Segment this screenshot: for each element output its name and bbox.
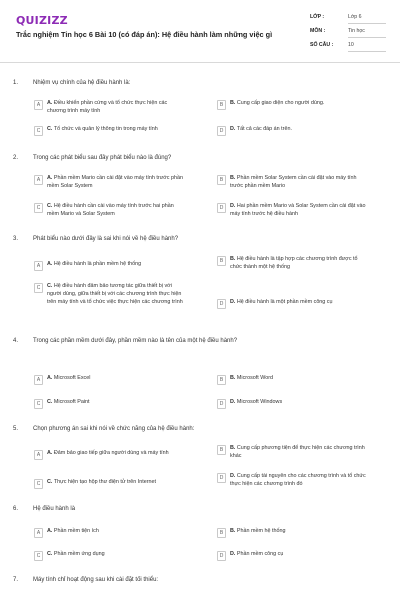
option-key: A. — [47, 375, 53, 381]
option-letter: B — [217, 375, 226, 385]
option-body: Microsoft Windows — [236, 399, 283, 405]
option-body: Hệ điều hành là phần mềm hệ thống — [53, 261, 142, 267]
option-key: C. — [47, 479, 53, 485]
option-text — [47, 100, 183, 116]
option-letter: A — [34, 261, 43, 271]
option-body: Hệ điều hành cần cài vào máy tính trước hai phần mềm Mario và Solar System — [47, 203, 174, 217]
option-body: Phần mềm công cụ — [236, 551, 284, 557]
option-text — [47, 283, 183, 306]
option-a[interactable] — [34, 175, 183, 191]
option-text — [230, 528, 366, 536]
count-value: 10 — [348, 39, 386, 52]
option-text — [47, 175, 183, 191]
question-header — [13, 80, 373, 86]
option-body: Tổ chức và quản lý thông tin trong máy tính — [53, 126, 158, 132]
question-text: Nhiệm vụ chính của hệ điều hành là: — [33, 80, 131, 86]
question-number: 5. — [13, 426, 19, 432]
class-value: Lớp 6 — [348, 11, 386, 24]
question-header — [13, 506, 373, 512]
question-header — [13, 236, 373, 242]
option-key: C. — [47, 203, 53, 209]
option-letter: C — [34, 479, 43, 489]
option-body: Phần mềm tiện ích — [53, 528, 99, 534]
option-text — [230, 473, 366, 489]
option-text — [47, 375, 183, 383]
question-text: Chọn phương án sai khi nói về chức năng của hệ điều hành: — [33, 426, 195, 432]
question-number: 1. — [13, 80, 19, 86]
question-header — [13, 338, 373, 344]
option-b[interactable] — [217, 100, 366, 110]
option-text — [230, 299, 366, 307]
option-c[interactable] — [34, 203, 183, 219]
option-letter: D — [217, 126, 226, 136]
option-body: Cung cấp tài nguyên cho các chương trình và tổ chức thực hiện các chương trình đó — [230, 473, 366, 487]
option-letter: A — [34, 375, 43, 385]
question-text: Máy tính chỉ hoạt động sau khi cài đặt tối thiểu: — [33, 577, 159, 583]
option-body: Cung cấp giao diện cho người dùng. — [236, 100, 325, 106]
option-letter: C — [34, 126, 43, 136]
option-c[interactable] — [34, 551, 183, 561]
option-b[interactable] — [217, 175, 366, 191]
option-letter: C — [34, 283, 43, 293]
option-key: C. — [47, 283, 53, 289]
option-letter: B — [217, 100, 226, 110]
meta-subject-row — [310, 25, 386, 39]
option-c[interactable] — [34, 283, 183, 306]
subject-value: Tin học — [348, 25, 386, 38]
option-text — [47, 203, 183, 219]
option-d[interactable] — [217, 399, 366, 409]
worksheet-title: Trắc nghiệm Tin học 6 Bài 10 (có đáp án): Hệ điều hành làm những việc gì — [16, 30, 273, 39]
question-number: 2. — [13, 155, 19, 161]
option-b[interactable] — [217, 256, 366, 272]
question-text: Hệ điều hành là — [33, 506, 76, 512]
question-number: 7. — [13, 577, 19, 583]
option-b[interactable] — [217, 445, 366, 461]
option-key: A. — [47, 175, 53, 181]
option-letter: C — [34, 399, 43, 409]
question-text: Phát biểu nào dưới đây là sai khi nói về hệ điều hành? — [33, 236, 179, 242]
option-body: Phần mềm hệ thống — [236, 528, 286, 534]
option-key: C. — [47, 399, 53, 405]
option-body: Cung cấp phương tiện để thực hiện các chương trình khác — [230, 445, 365, 459]
option-key: A. — [47, 261, 53, 267]
option-letter: D — [217, 399, 226, 409]
option-letter: B — [217, 256, 226, 266]
option-body: Phần mềm ứng dụng — [53, 551, 105, 557]
option-text — [47, 450, 183, 458]
option-text — [230, 175, 366, 191]
option-body: Thực hiện tạo hộp thư điện tử trên Internet — [53, 479, 157, 485]
option-d[interactable] — [217, 299, 366, 309]
option-letter: A — [34, 100, 43, 110]
option-letter: A — [34, 528, 43, 538]
subject-label: MÔN : — [310, 28, 326, 34]
option-a[interactable] — [34, 375, 183, 385]
option-key: D. — [230, 551, 236, 557]
option-body: Hệ điều hành là tập hợp các chương trình được tổ chức thành một hệ thống — [230, 256, 358, 270]
option-body: Microsoft Word — [236, 375, 274, 381]
option-key: C. — [47, 551, 53, 557]
option-letter: B — [217, 175, 226, 185]
option-key: D. — [230, 299, 236, 305]
option-d[interactable] — [217, 551, 366, 561]
option-body: Tất cả các đáp án trên. — [236, 126, 292, 132]
option-key: D. — [230, 473, 236, 479]
option-key: A. — [47, 450, 53, 456]
question-header — [13, 426, 373, 432]
option-key: C. — [47, 126, 53, 132]
option-text — [230, 445, 366, 461]
option-text — [230, 551, 366, 559]
option-c[interactable] — [34, 399, 183, 409]
option-key: B. — [230, 375, 236, 381]
question-number: 4. — [13, 338, 19, 344]
option-body: Microsoft Excel — [53, 375, 91, 381]
option-key: D. — [230, 399, 236, 405]
meta-panel — [310, 11, 386, 53]
count-label: SỐ CÂU : — [310, 42, 334, 48]
option-d[interactable] — [217, 473, 366, 489]
option-text — [47, 479, 183, 487]
option-letter: C — [34, 203, 43, 213]
option-letter: A — [34, 175, 43, 185]
option-body: Hệ điều hành là một phần mềm công cụ — [236, 299, 333, 305]
option-a[interactable] — [34, 100, 183, 116]
option-key: B. — [230, 445, 236, 451]
option-text — [230, 126, 366, 134]
option-letter: A — [34, 450, 43, 460]
option-body: Microsoft Paint — [53, 399, 90, 405]
option-a[interactable] — [34, 261, 183, 271]
option-a[interactable] — [34, 450, 183, 460]
option-key: B. — [230, 175, 236, 181]
question-number: 6. — [13, 506, 19, 512]
option-key: B. — [230, 100, 236, 106]
option-key: D. — [230, 126, 236, 132]
question-number: 3. — [13, 236, 19, 242]
option-key: B. — [230, 256, 236, 262]
option-d[interactable] — [217, 126, 366, 136]
question-text: Trong các phát biểu sau đây phát biểu nào là đúng? — [33, 155, 172, 161]
option-letter: C — [34, 551, 43, 561]
option-text — [47, 551, 183, 559]
option-key: D. — [230, 203, 236, 209]
option-letter: D — [217, 203, 226, 213]
meta-class-row — [310, 11, 386, 25]
option-body: Điều khiển phần cứng và tổ chức thực hiện các chương trình máy tính — [47, 100, 168, 114]
option-text — [47, 261, 183, 269]
option-d[interactable] — [217, 203, 366, 219]
option-body: Phần mềm Solar System cần cài đặt vào máy tính trước phần mềm Mario — [230, 175, 357, 189]
option-letter: B — [217, 528, 226, 538]
option-key: B. — [230, 528, 236, 534]
question-text: Trong các phần mềm dưới đây, phần mềm nào là tên của một hệ điều hành? — [33, 338, 238, 344]
question-header — [13, 155, 373, 161]
option-text — [230, 100, 366, 108]
option-text — [230, 256, 366, 272]
option-key: A. — [47, 100, 53, 106]
option-body: Đảm bảo giao tiếp giữa người dùng và máy tính — [53, 450, 169, 456]
option-text — [47, 399, 183, 407]
option-body: Hai phần mềm Mario và Solar System cần cài đặt vào máy tính trước hệ điều hành — [230, 203, 366, 217]
option-letter: D — [217, 299, 226, 309]
option-text — [47, 126, 183, 134]
class-label: LỚP : — [310, 14, 325, 20]
quizizz-logo: QUIZIZZ — [16, 14, 68, 27]
question-header — [13, 577, 373, 583]
option-c[interactable] — [34, 479, 183, 489]
option-text — [47, 528, 183, 536]
option-c[interactable] — [34, 126, 183, 136]
option-text — [230, 375, 366, 383]
option-letter: D — [217, 473, 226, 483]
option-a[interactable] — [34, 528, 183, 538]
worksheet-header — [0, 0, 400, 63]
option-text — [230, 203, 366, 219]
option-key: A. — [47, 528, 53, 534]
option-body: Phần mềm Mario cần cài đặt vào máy tính trước phần mềm Solar System — [47, 175, 183, 189]
option-text — [230, 399, 366, 407]
option-b[interactable] — [217, 375, 366, 385]
meta-count-row — [310, 39, 386, 53]
option-b[interactable] — [217, 528, 366, 538]
option-letter: B — [217, 445, 226, 455]
option-letter: D — [217, 551, 226, 561]
option-body: Hệ điều hành đảm bảo tương tác giữa thiết bị với người dùng, giữa thiết bị với các chương trình thực hiện trên máy tính và tổ chức việc thực hiện các chương trình — [47, 283, 183, 305]
